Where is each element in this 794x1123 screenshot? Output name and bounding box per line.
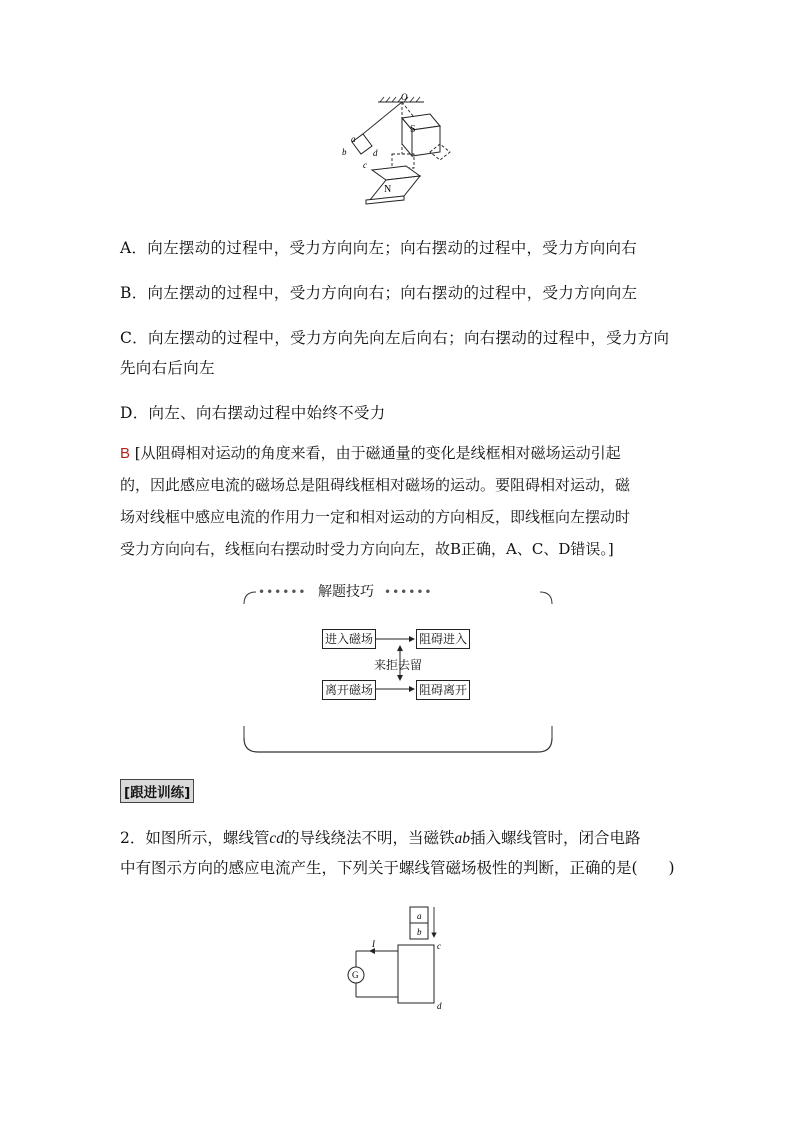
label-i: I — [372, 939, 375, 949]
label-b: b — [342, 147, 347, 157]
answer-line2: 的，因此感应电流的磁场总是阻碍线框相对磁场的运动。要阻碍相对运动，磁 — [120, 476, 631, 494]
question2-line2: 中有图示方向的感应电流产生，下列关于螺线管磁场极性的判断，正确的是( ) — [120, 859, 675, 877]
label-d2: d — [437, 1001, 442, 1011]
figure-pendulum-magnet — [330, 92, 470, 207]
label-b2: b — [417, 927, 422, 937]
option-c-line2: 先向右后向左 — [120, 359, 215, 377]
label-a: a — [351, 134, 356, 144]
answer-line3: 场对线框中感应电流的作用力一定和相对运动的方向相反，即线框向左摆动时 — [120, 508, 631, 526]
q2-text-1: 2．如图所示，螺线管 — [120, 829, 270, 847]
box-hinder-enter: 阻碍进入 — [416, 629, 470, 649]
q2-ab: ab — [454, 830, 471, 847]
box-leave-field: 离开磁场 — [322, 680, 376, 700]
tips-dots-left: •••••• — [258, 585, 307, 599]
box-hinder-leave: 阻碍离开 — [416, 680, 470, 700]
q2-text-3: 插入螺线管时，闭合电路 — [470, 829, 641, 847]
q2-cd: cd — [269, 830, 285, 847]
label-a2: a — [417, 911, 422, 921]
option-c-line1: C．向左摆动的过程中，受力方向先向左后向右；向右摆动的过程中，受力方向 — [120, 329, 670, 347]
answer-line4: 受力方向向右，线框向右摆动时受力方向向左，故B正确，A、C、D错误。] — [120, 540, 614, 558]
label-c2: c — [437, 941, 441, 951]
option-b: B．向左摆动的过程中，受力方向向右；向右摆动的过程中，受力方向向左 — [120, 284, 638, 302]
answer-text-1: [从阻碍相对运动的角度来看，由于磁通量的变化是线框相对磁场运动引起 — [130, 444, 621, 462]
box-enter-field: 进入磁场 — [322, 629, 376, 649]
label-d: d — [373, 148, 378, 158]
answer-letter: B — [120, 445, 131, 462]
answer-line1 — [120, 438, 621, 469]
label-n: N — [384, 184, 392, 195]
option-a: A．向左摆动的过程中，受力方向向左；向右摆动的过程中，受力方向向右 — [120, 239, 638, 257]
section-tag: [跟进训练] — [120, 779, 194, 803]
label-c: c — [363, 160, 367, 170]
label-s: S — [410, 124, 416, 135]
tips-title: 解题技巧 — [314, 581, 378, 601]
option-d: D．向左、向右摆动过程中始终不受力 — [120, 404, 386, 422]
label-come-reject: 来拒去留 — [374, 658, 423, 672]
q2-text-2: 的导线绕法不明，当磁铁 — [284, 829, 455, 847]
question2-line1 — [120, 826, 641, 848]
figure-solenoid-circuit — [340, 905, 460, 1015]
tips-dots-right: •••••• — [384, 585, 433, 599]
galvanometer-label: G — [352, 970, 359, 980]
label-o: O — [401, 92, 408, 102]
